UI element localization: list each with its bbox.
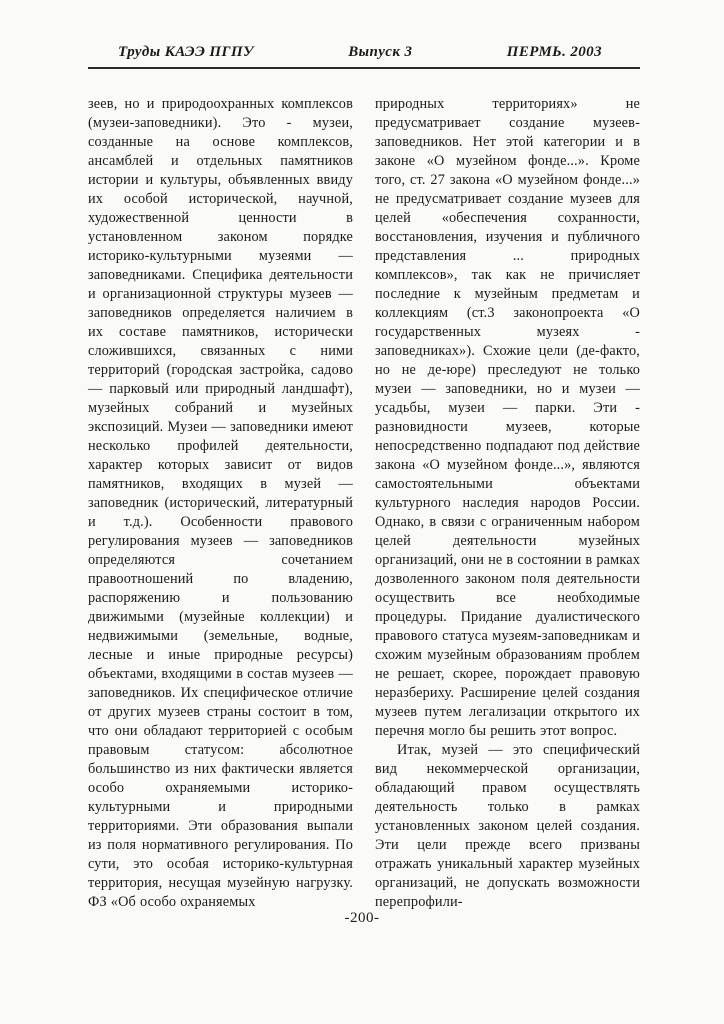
journal-title: Труды КАЭЭ ПГПУ <box>118 44 254 60</box>
page-header <box>88 44 640 69</box>
content-columns <box>88 95 640 912</box>
page-number: -200- <box>344 910 380 926</box>
issue-title: Выпуск 3 <box>348 44 413 60</box>
paragraph-right-1: природных территориях» не предусматривает создание музеев-заповедников. Нет этой категории и в законе «О музейном фонде...». Кроме того, ст. 27 закона «О музейном фонде...» не предусматривает создание музеев для целей «обеспечения сохранности, восстановления, изучения и публичного представления ... природных комплексов», так как не причисляет последние к музейным предметам и коллекциям (ст.3 законопроекта «О государственных музеях - заповедниках»). Схожие цели (де-факто, но не де-юре) преследуют не только музеи — заповедники, но и музеи —усадьбы, музеи — парки. Эти - разновидности музеев, которые непосредственно подпадают под действие закона «О музейном фонде...», являются самостоятельными объектами культурного наследия народов России. Однако, в связи с ограниченным набором целей деятельности музейных организаций, они не в состоянии в рамках дозволенного законом поля деятельности осуществить все необходимые процедуры. Придание дуалистического правового статуса музеям-заповедникам и схожим музейным образованиям проблем не решает, скорее, порождает правовую неразбериху. Расширение целей создания музеев путем легализации открытого их перечня могло бы решить этот вопрос. <box>375 96 640 739</box>
place-year: ПЕРМЬ. 2003 <box>506 44 602 60</box>
paragraph-right-2: Итак, музей — это специфический вид некоммерческой организации, обладающий правом осуществлять деятельность только в рамках установленных законом целей создания. Эти цели прежде всего призваны отражать уникальный характер музейных организаций, не допускать возможности перепрофили- <box>375 742 640 910</box>
page-footer <box>0 910 724 927</box>
paragraph-left-1: зеев, но и природоохранных комплексов (музеи-заповедники). Это - музеи, созданные на основе комплексов, ансамблей и отдельных памятников истории и культуры, объявленных ввиду их особой исторической, научной, художественной ценности в установленном законом порядке историко-культурными музеями — заповедниками. Специфика деятельности и организационной структуры музеев — заповедников определяется наличием в их составе памятников, исторически сложившихся, связанных с ними территорий (городская застройка, садово— парковый или природный ландшафт), музейных собраний и музейных экспозиций. Музеи — заповедники имеют несколько профилей деятельности, характер которых зависит от видов памятников, входящих в музей — заповедник (исторический, литературный и т.д.). Особенности правового регулирования музеев — заповедников определяются сочетанием правоотношений по владению, распоряжению и пользованию движимыми (музейные коллекции) и недвижимыми (земельные, водные, лесные и иные природные ресурсы) объектами, входящими в состав музеев — заповедников. Их специфическое отличие от других музеев страны состоит в том, что они обладают территорией с особым правовым статусом: абсолютное большинство из них фактически является особо охраняемыми историко-культурными и природными территориями. Эти образования выпали из поля нормативного регулирования. По сути, это особая историко-культурная территория, несущая музейную нагрузку. ФЗ «Об особо охраняемых <box>88 96 353 910</box>
right-column <box>375 95 640 912</box>
left-column <box>88 95 353 912</box>
